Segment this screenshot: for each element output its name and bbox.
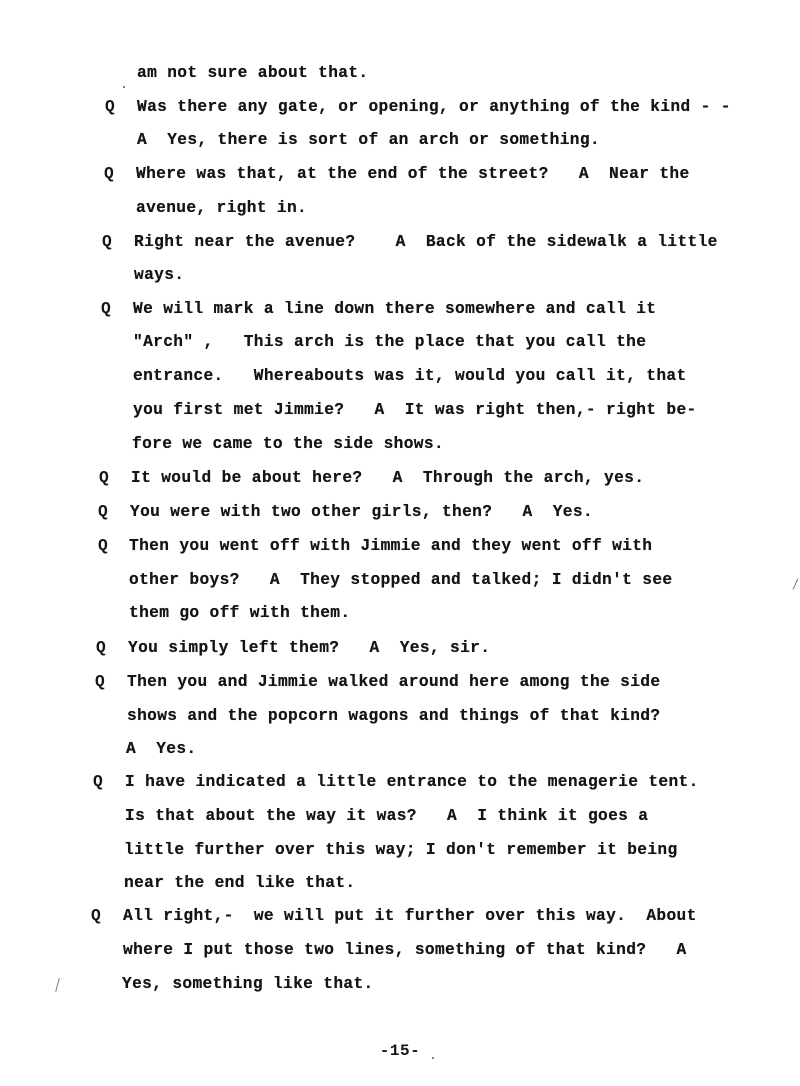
transcript-line: near the end like that. <box>124 874 356 892</box>
question-marker: Q <box>105 98 115 116</box>
page-number: -15- <box>379 1042 421 1060</box>
question-marker: Q <box>91 907 101 925</box>
transcript-line: It would be about here? A Through the arch, yes. <box>131 469 645 487</box>
question-marker: Q <box>98 503 108 521</box>
question-marker: Q <box>104 165 114 183</box>
transcript-line: avenue, right in. <box>136 199 308 217</box>
scan-artifact <box>55 978 60 992</box>
transcript-line: where I put those two lines, something of that kind? A <box>123 941 687 959</box>
transcript-line: Right near the avenue? A Back of the sidewalk a little <box>134 233 718 251</box>
question-marker: Q <box>99 469 109 487</box>
transcript-line: All right,- we will put it further over this way. About <box>123 907 697 925</box>
transcript-line: Is that about the way it was? A I think it goes a <box>125 807 649 825</box>
transcript-line: Where was that, at the end of the street? A Near the <box>136 165 690 183</box>
question-marker: Q <box>96 639 106 657</box>
transcript-line: Yes, something like that. <box>122 975 374 993</box>
transcript-line: Then you went off with Jimmie and they went off with <box>129 537 653 555</box>
transcript-line: other boys? A They stopped and talked; I didn't see <box>129 571 673 589</box>
question-marker: Q <box>101 300 111 318</box>
transcript-line: You were with two other girls, then? A Yes. <box>130 503 593 521</box>
transcript-line: I have indicated a little entrance to the menagerie tent. <box>125 773 699 791</box>
transcript-line: Then you and Jimmie walked around here among the side <box>127 673 661 691</box>
transcript-line: ways. <box>134 266 185 284</box>
transcript-line: "Arch" , This arch is the place that you call the <box>133 333 647 351</box>
transcript-line: am not sure about that. <box>137 64 369 82</box>
scan-artifact <box>432 1057 434 1059</box>
transcript-line: A Yes. <box>126 740 197 758</box>
transcript-line: fore we came to the side shows. <box>132 435 444 453</box>
transcript-line: shows and the popcorn wagons and things of that kind? <box>127 707 661 725</box>
question-marker: Q <box>102 233 112 251</box>
transcript-line: You simply left them? A Yes, sir. <box>128 639 491 657</box>
transcript-line: We will mark a line down there somewhere and call it <box>133 300 657 318</box>
transcript-line: entrance. Whereabouts was it, would you call it, that <box>133 367 687 385</box>
transcript-line: them go off with them. <box>129 604 351 622</box>
question-marker: Q <box>93 773 103 791</box>
question-marker: Q <box>95 673 105 691</box>
scan-artifact <box>123 86 125 88</box>
transcript-line: Was there any gate, or opening, or anything of the kind - - <box>137 98 731 116</box>
transcript-line: A Yes, there is sort of an arch or something. <box>137 131 600 149</box>
transcript-line: you first met Jimmie? A It was right then,- right be- <box>133 401 697 419</box>
scan-artifact <box>793 578 799 589</box>
question-marker: Q <box>98 537 108 555</box>
transcript-line: little further over this way; I don't remember it being <box>124 841 678 859</box>
